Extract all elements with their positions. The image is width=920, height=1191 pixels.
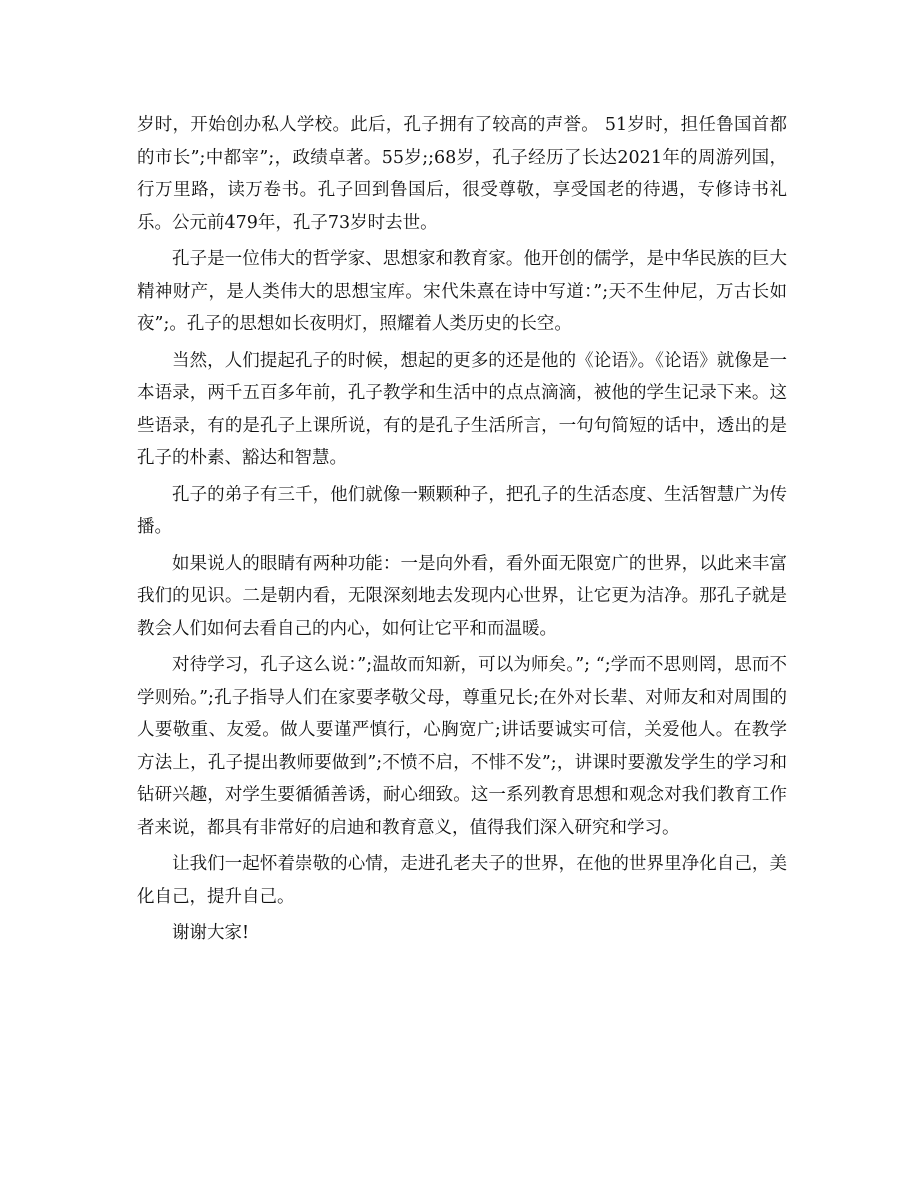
paragraph: 孔子是一位伟大的哲学家、思想家和教育家。他开创的儒学，是中华民族的巨大精神财产，是人类伟大的思想宝库。宋代朱熹在诗中写道：”;天不生仲尼，万古长如夜”;。孔子的思想如长夜明灯，照耀着人类历史的长空。 — [137, 249, 787, 334]
paragraph: 对待学习，孔子这么说：”;温故而知新，可以为师矣。”; “;学而不思则罔，思而不学则殆。”;孔子指导人们在家要孝敬父母，尊重兄长;在外对长辈、对师友和对周围的人要敬重、友爱。做人要谨严慎行，心胸宽广;讲话要诚实可信，关爱他人。在教学方法上，孔子提出教师要做到”;不愤不启，不悱不发”;，讲课时要激发学生的学习和钻研兴趣，对学生要循循善诱，耐心细致。这一系列教育思想和观念对我们教育工作者来说，都具有非常好的启迪和教育意义，值得我们深入研究和学习。 — [137, 655, 787, 838]
paragraph: 当然，人们提起孔子的时候，想起的更多的还是他的《论语》。《论语》就像是一本语录，两千五百多年前，孔子教学和生活中的点点滴滴，被他的学生记录下来。这些语录，有的是孔子上课所说，有的是孔子生活所言，一句句简短的话中，透出的是孔子的朴素、豁达和智慧。 — [137, 350, 787, 468]
paragraph: 让我们一起怀着崇敬的心情，走进孔老夫子的世界，在他的世界里净化自己，美化自己，提升自己。 — [137, 854, 787, 907]
paragraph: 如果说人的眼睛有两种功能：一是向外看，看外面无限宽广的世界，以此来丰富我们的见识。二是朝内看，无限深刻地去发现内心世界，让它更为洁净。那孔子就是教会人们如何去看自己的内心，如何让它平和而温暖。 — [137, 553, 787, 639]
paragraph: 岁时，开始创办私人学校。此后，孔子拥有了较高的声誉。 51岁时，担任鲁国首都的市长”;中都宰”;，政绩卓著。55岁;;68岁，孔子经历了长达2021年的周游列国，行万里路，读万卷书。孔子回到鲁国后，很受尊敬，享受国老的待遇，专修诗书礼乐。公元前479年，孔子73岁时去世。 — [137, 115, 787, 233]
closing-line: 谢谢大家! — [172, 923, 250, 943]
document-body — [137, 109, 787, 950]
paragraph: 孔子的弟子有三千，他们就像一颗颗种子，把孔子的生活态度、生活智慧广为传播。 — [137, 484, 787, 537]
